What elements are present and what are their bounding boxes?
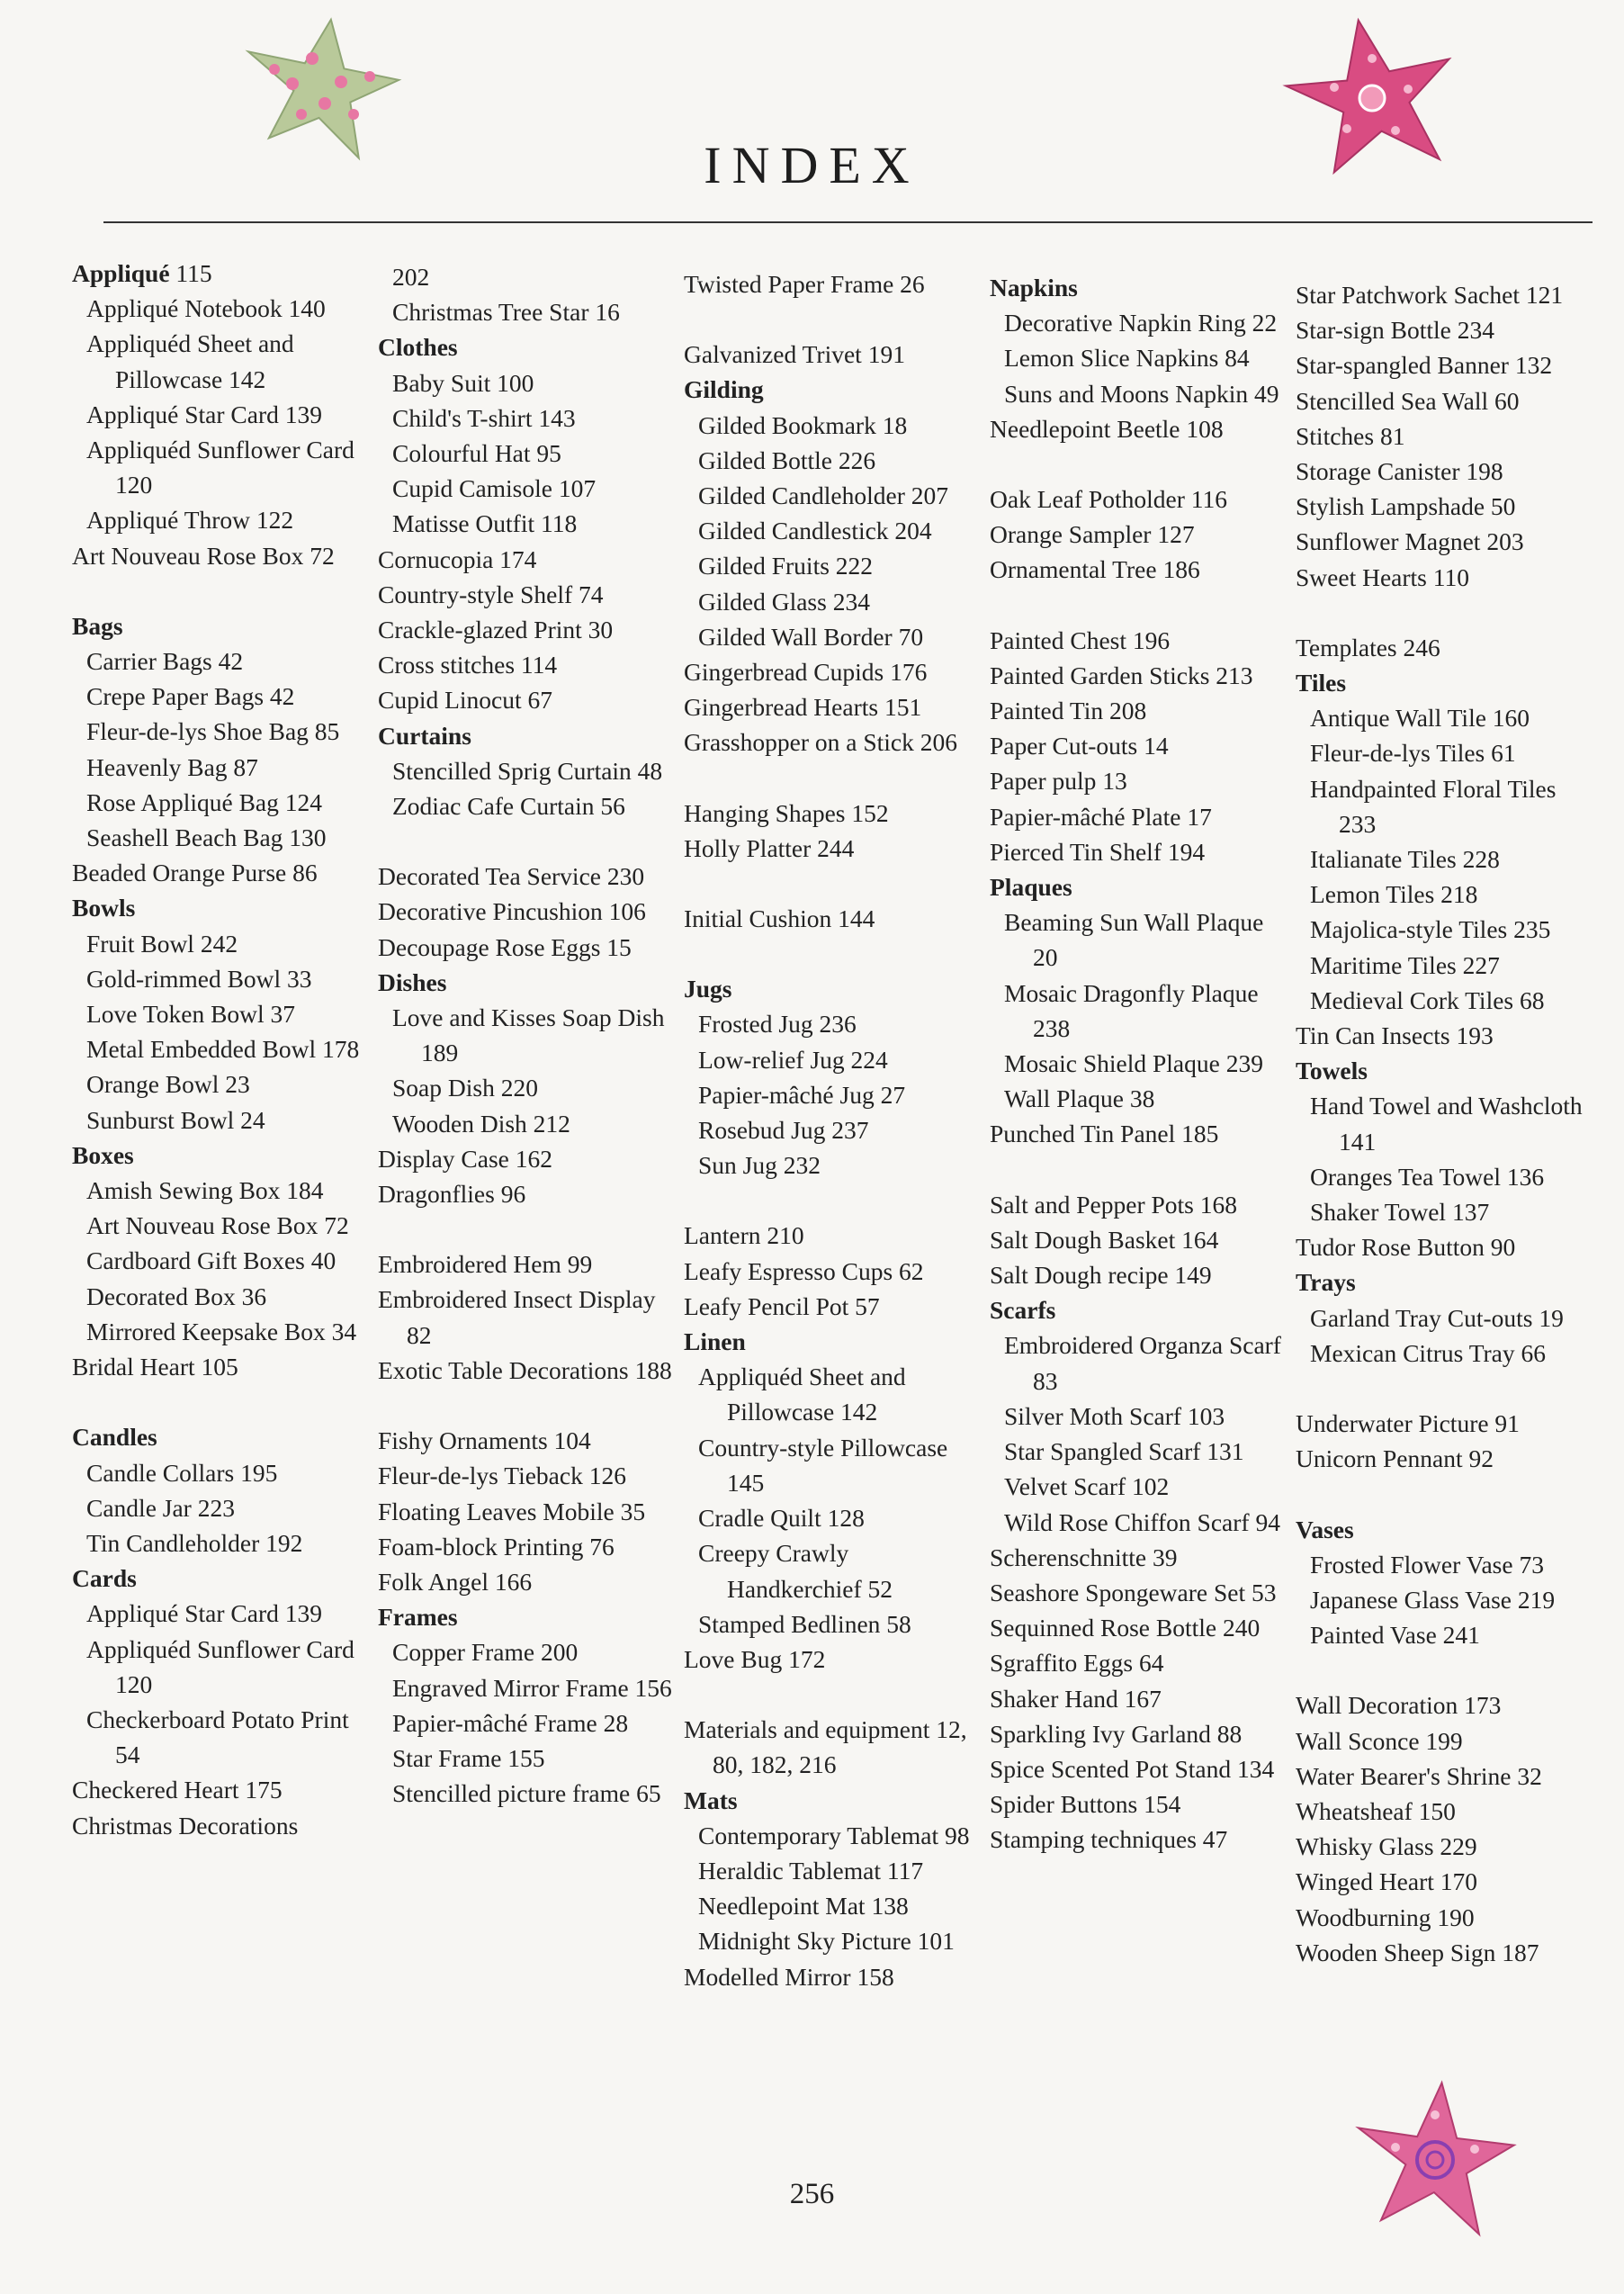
index-subentry: Star Frame 155 xyxy=(392,1743,545,1772)
index-gap xyxy=(1296,1652,1593,1687)
index-heading-text: Candles xyxy=(72,1423,157,1452)
index-heading xyxy=(990,869,1287,904)
index-subentry: Fleur-de-lys Shoe Bag 85 xyxy=(86,717,340,746)
index-entry: Galvanized Trivet 191 xyxy=(684,340,905,369)
index-subentry: Country-style Pillowcase 145 xyxy=(698,1433,948,1497)
index-entry: Wall Sconce 199 xyxy=(1296,1726,1463,1755)
index-subentry: Papier-mâché Frame 28 xyxy=(392,1708,629,1737)
index-subentry: Silver Moth Scarf 103 xyxy=(1004,1401,1225,1430)
pink-star-icon xyxy=(1350,2074,1521,2245)
index-entry: Whisky Glass 229 xyxy=(1296,1832,1477,1861)
index-heading-text: Gilding xyxy=(684,375,764,404)
index-subentry: Star Spangled Scarf 131 xyxy=(1004,1437,1244,1466)
index-subentry: Hand Towel and Washcloth 141 xyxy=(1310,1092,1583,1156)
index-entry: Beaded Orange Purse 86 xyxy=(72,859,318,887)
index-gap xyxy=(684,301,981,337)
index-heading-text: Bowls xyxy=(72,894,136,922)
index-entry: Country-style Shelf 74 xyxy=(378,580,604,608)
index-column-5 xyxy=(1296,277,1593,1970)
index-entry: Love Bug 172 xyxy=(684,1644,826,1673)
index-subentry: Appliqué Star Card 139 xyxy=(86,1599,322,1628)
index-subentry: Gilded Fruits 222 xyxy=(698,552,874,580)
index-subentry: Zodiac Cafe Curtain 56 xyxy=(392,792,625,821)
index-column-4 xyxy=(990,270,1287,1858)
index-entry: Salt and Pepper Pots 168 xyxy=(990,1190,1237,1219)
index-entry: Star Patchwork Sachet 121 xyxy=(1296,281,1564,309)
index-subentry: Heraldic Tablemat 117 xyxy=(698,1856,924,1885)
index-heading-text: Bags xyxy=(72,611,123,640)
index-subentry: Midnight Sky Picture 101 xyxy=(698,1927,955,1956)
index-subentry: Candle Jar 223 xyxy=(86,1493,235,1522)
index-gap xyxy=(684,760,981,796)
index-column-1 xyxy=(72,256,369,1843)
index-subentry: Appliquéd Sunflower Card 120 xyxy=(86,436,354,499)
index-subentry: Checkerboard Potato Print 54 xyxy=(86,1705,349,1769)
index-subentry: Antique Wall Tile 160 xyxy=(1310,704,1530,733)
index-subentry: Crepe Paper Bags 42 xyxy=(86,682,295,711)
index-gap xyxy=(72,1384,369,1419)
index-subentry: Decorated Box 36 xyxy=(86,1282,267,1310)
index-subentry: Rose Appliqué Bag 124 xyxy=(86,787,323,816)
index-heading xyxy=(72,1561,369,1596)
index-heading xyxy=(378,718,675,753)
index-subentry: Japanese Glass Vase 219 xyxy=(1310,1585,1556,1614)
index-entry: Spider Buttons 154 xyxy=(990,1790,1181,1819)
index-subentry: Matisse Outfit 118 xyxy=(392,509,578,538)
index-subentry: Majolica-style Tiles 235 xyxy=(1310,915,1551,944)
index-heading-text: Tiles xyxy=(1296,669,1347,697)
index-entry: Paper pulp 13 xyxy=(990,767,1127,796)
index-subentry: Embroidered Organza Scarf 83 xyxy=(1004,1331,1281,1395)
index-heading xyxy=(684,1783,981,1818)
index-subentry: Fleur-de-lys Tiles 61 xyxy=(1310,739,1516,768)
index-entry: Folk Angel 166 xyxy=(378,1567,533,1596)
index-entry: Salt Dough recipe 149 xyxy=(990,1261,1212,1290)
index-subentry: Gilded Glass 234 xyxy=(698,587,870,616)
index-entry: Orange Sampler 127 xyxy=(990,520,1195,549)
index-gap xyxy=(378,1211,675,1246)
index-subentry: Gilded Bookmark 18 xyxy=(698,410,908,439)
index-entry: Sweet Hearts 110 xyxy=(1296,562,1469,591)
index-subentry: Cupid Camisole 107 xyxy=(392,474,597,503)
index-entry: Exotic Table Decorations 188 xyxy=(378,1355,672,1384)
index-subentry: Gilded Bottle 226 xyxy=(698,445,876,474)
index-subentry: Orange Bowl 23 xyxy=(86,1070,250,1099)
index-subentry: Appliquéd Sheet and Pillowcase 142 xyxy=(86,329,294,393)
index-heading-text: Cards xyxy=(72,1564,137,1593)
index-heading xyxy=(72,256,369,291)
index-heading xyxy=(378,965,675,1000)
index-entry: Oak Leaf Potholder 116 xyxy=(990,485,1227,514)
index-entry: Painted Garden Sticks 213 xyxy=(990,661,1253,689)
index-gap xyxy=(1296,595,1593,630)
index-subentry: Stencilled picture frame 65 xyxy=(392,1779,661,1808)
index-entry: Embroidered Hem 99 xyxy=(378,1250,593,1279)
index-entry: Seashore Spongeware Set 53 xyxy=(990,1578,1277,1606)
index-entry: Grasshopper on a Stick 206 xyxy=(684,728,957,757)
index-subentry: Gilded Wall Border 70 xyxy=(698,622,924,651)
index-heading xyxy=(684,971,981,1006)
index-subentry: Low-relief Jug 224 xyxy=(698,1045,888,1074)
index-subentry: Candle Collars 195 xyxy=(86,1458,278,1487)
index-entry: Gingerbread Hearts 151 xyxy=(684,693,922,722)
index-heading-text: Dishes xyxy=(378,967,447,996)
index-entry: Shaker Hand 167 xyxy=(990,1684,1162,1713)
index-subentry: Wild Rose Chiffon Scarf 94 xyxy=(1004,1507,1280,1536)
index-subentry: Sunburst Bowl 24 xyxy=(86,1105,265,1134)
index-heading-text: Scarfs xyxy=(990,1296,1056,1325)
index-subentry: Garland Tray Cut-outs 19 xyxy=(1310,1303,1564,1332)
index-subentry: Colourful Hat 95 xyxy=(392,439,561,468)
index-subentry: 202 xyxy=(392,263,430,291)
index-subentry: Cardboard Gift Boxes 40 xyxy=(86,1246,336,1275)
index-entry: Crackle-glazed Print 30 xyxy=(378,616,614,644)
index-entry: Materials and equipment 12, 80, 182, 216 xyxy=(684,1715,967,1779)
index-entry: Sparkling Ivy Garland 88 xyxy=(990,1719,1243,1748)
index-subentry: Maritime Tiles 227 xyxy=(1310,950,1500,979)
index-subentry: Wooden Dish 212 xyxy=(392,1109,570,1138)
index-heading xyxy=(684,372,981,407)
index-entry: Foam-block Printing 76 xyxy=(378,1532,615,1561)
index-entry: Storage Canister 198 xyxy=(1296,457,1503,486)
index-heading xyxy=(72,608,369,643)
index-subentry: Soap Dish 220 xyxy=(392,1074,538,1102)
index-heading xyxy=(72,1419,369,1454)
index-entry: Cross stitches 114 xyxy=(378,651,558,679)
index-subentry: Appliquéd Sunflower Card 120 xyxy=(86,1634,354,1698)
index-gap xyxy=(684,936,981,971)
index-entry: Wooden Sheep Sign 187 xyxy=(1296,1938,1539,1966)
index-heading-text: Clothes xyxy=(378,333,458,362)
index-heading-text: Frames xyxy=(378,1603,458,1632)
index-gap xyxy=(684,1677,981,1712)
index-entry: Underwater Picture 91 xyxy=(1296,1409,1520,1438)
index-entry: Star-spangled Banner 132 xyxy=(1296,351,1553,380)
index-page-ref: 115 xyxy=(175,259,212,287)
index-heading xyxy=(990,1292,1287,1327)
index-entry: Spice Scented Pot Stand 134 xyxy=(990,1754,1275,1783)
index-subentry: Stamped Bedlinen 58 xyxy=(698,1609,911,1638)
index-heading xyxy=(990,270,1287,305)
index-entry: Decorated Tea Service 230 xyxy=(378,862,645,891)
index-subentry: Christmas Tree Star 16 xyxy=(392,298,620,327)
index-gap xyxy=(72,573,369,608)
index-heading-text: Appliqué xyxy=(72,259,170,287)
index-subentry: Velvet Scarf 102 xyxy=(1004,1472,1170,1501)
index-heading xyxy=(1296,1264,1593,1300)
index-subentry: Child's T-shirt 143 xyxy=(392,403,576,432)
index-entry: Templates 246 xyxy=(1296,633,1440,661)
index-entry: Water Bearer's Shrine 32 xyxy=(1296,1761,1542,1790)
index-entry: Papier-mâché Plate 17 xyxy=(990,802,1212,831)
index-entry: Dragonflies 96 xyxy=(378,1180,526,1209)
index-subentry: Gilded Candleholder 207 xyxy=(698,481,948,510)
page-number: 256 xyxy=(789,2178,835,2210)
index-entry: Hanging Shapes 152 xyxy=(684,798,889,827)
index-heading-text: Vases xyxy=(1296,1515,1354,1543)
index-entry: Gingerbread Cupids 176 xyxy=(684,658,928,687)
index-subentry: Appliqué Star Card 139 xyxy=(86,400,322,428)
index-entry: Punched Tin Panel 185 xyxy=(990,1120,1219,1148)
index-entry: Ornamental Tree 186 xyxy=(990,555,1200,584)
index-gap xyxy=(1296,1371,1593,1406)
index-entry: Display Case 162 xyxy=(378,1144,553,1173)
index-entry: Scherenschnitte 39 xyxy=(990,1543,1178,1571)
index-subentry: Shaker Towel 137 xyxy=(1310,1198,1490,1227)
index-entry: Art Nouveau Rose Box 72 xyxy=(72,541,335,570)
index-entry: Floating Leaves Mobile 35 xyxy=(378,1497,646,1525)
index-gap xyxy=(990,1152,1287,1187)
index-entry: Sunflower Magnet 203 xyxy=(1296,527,1524,556)
index-entry: Cornucopia 174 xyxy=(378,544,537,573)
index-subentry: Suns and Moons Napkin 49 xyxy=(1004,379,1279,408)
index-entry: Sequinned Rose Bottle 240 xyxy=(990,1614,1261,1642)
index-entry: Wheatsheaf 150 xyxy=(1296,1796,1456,1825)
index-entry: Stamping techniques 47 xyxy=(990,1825,1228,1854)
index-subentry: Stencilled Sprig Curtain 48 xyxy=(392,756,663,785)
index-entry: Winged Heart 170 xyxy=(1296,1867,1478,1896)
index-entry: Holly Platter 244 xyxy=(684,833,855,862)
index-subentry: Needlepoint Mat 138 xyxy=(698,1892,909,1921)
index-heading xyxy=(1296,665,1593,700)
index-subentry: Carrier Bags 42 xyxy=(86,647,244,676)
index-entry: Sgraffito Eggs 64 xyxy=(990,1649,1164,1678)
index-entry: Stencilled Sea Wall 60 xyxy=(1296,386,1520,415)
index-subentry: Appliqué Throw 122 xyxy=(86,506,294,535)
index-subentry: Mexican Citrus Tray 66 xyxy=(1310,1338,1547,1367)
index-entry: Painted Tin 208 xyxy=(990,697,1147,725)
index-entry: Needlepoint Beetle 108 xyxy=(990,414,1224,443)
index-subentry: Lemon Slice Napkins 84 xyxy=(1004,344,1250,373)
index-subentry: Contemporary Tablemat 98 xyxy=(698,1821,970,1849)
index-subentry: Frosted Jug 236 xyxy=(698,1010,857,1039)
index-heading xyxy=(1296,1053,1593,1088)
index-entry: Initial Cushion 144 xyxy=(684,904,875,933)
index-subentry: Mosaic Shield Plaque 239 xyxy=(1004,1049,1263,1078)
index-entry: Stitches 81 xyxy=(1296,421,1405,450)
index-subentry: Mosaic Dragonfly Plaque 238 xyxy=(1004,978,1259,1042)
title-rule xyxy=(103,221,1593,223)
index-subentry: Oranges Tea Towel 136 xyxy=(1310,1162,1545,1191)
index-entry: Tudor Rose Button 90 xyxy=(1296,1233,1516,1262)
index-subentry: Appliqué Notebook 140 xyxy=(86,294,326,323)
index-subentry: Love Token Bowl 37 xyxy=(86,1000,296,1029)
index-heading xyxy=(72,1138,369,1173)
index-subentry: Gilded Candlestick 204 xyxy=(698,517,932,545)
index-entry: Twisted Paper Frame 26 xyxy=(684,270,925,298)
index-entry: Paper Cut-outs 14 xyxy=(990,732,1169,760)
index-column-3 xyxy=(684,266,981,1994)
index-heading xyxy=(1296,1512,1593,1547)
index-entry: Fishy Ornaments 104 xyxy=(378,1426,591,1455)
index-entry: Pierced Tin Shelf 194 xyxy=(990,837,1206,866)
index-subentry: Medieval Cork Tiles 68 xyxy=(1310,985,1545,1014)
index-subentry: Tin Candleholder 192 xyxy=(86,1528,303,1557)
index-heading-text: Mats xyxy=(684,1786,738,1814)
index-subentry: Creepy Crawly Handkerchief 52 xyxy=(698,1539,893,1603)
index-subentry: Seashell Beach Bag 130 xyxy=(86,823,327,852)
index-heading-text: Plaques xyxy=(990,873,1072,902)
index-subentry: Italianate Tiles 228 xyxy=(1310,845,1500,874)
index-subentry: Heavenly Bag 87 xyxy=(86,752,258,781)
index-subentry: Appliquéd Sheet and Pillowcase 142 xyxy=(698,1363,906,1426)
index-entry: Stylish Lampshade 50 xyxy=(1296,492,1516,521)
index-heading-text: Napkins xyxy=(990,274,1078,301)
index-subentry: Decorative Napkin Ring 22 xyxy=(1004,309,1278,337)
index-heading-text: Jugs xyxy=(684,975,732,1003)
index-heading-text: Trays xyxy=(1296,1268,1356,1297)
index-entry: Unicorn Pennant 92 xyxy=(1296,1444,1494,1473)
index-heading xyxy=(378,329,675,364)
index-subentry: Amish Sewing Box 184 xyxy=(86,1176,324,1205)
index-subentry: Gold-rimmed Bowl 33 xyxy=(86,964,312,993)
index-entry: Decoupage Rose Eggs 15 xyxy=(378,932,632,961)
index-column-2 xyxy=(378,259,675,1811)
index-subentry: Papier-mâché Jug 27 xyxy=(698,1080,906,1109)
index-entry: Checkered Heart 175 xyxy=(72,1776,283,1804)
index-entry: Lantern 210 xyxy=(684,1221,804,1250)
index-subentry: Art Nouveau Rose Box 72 xyxy=(86,1211,349,1240)
index-subentry: Wall Plaque 38 xyxy=(1004,1084,1155,1113)
index-entry: Salt Dough Basket 164 xyxy=(990,1225,1219,1254)
index-heading-text: Towels xyxy=(1296,1057,1368,1085)
index-entry: Cupid Linocut 67 xyxy=(378,686,553,715)
index-entry: Fleur-de-lys Tieback 126 xyxy=(378,1462,626,1490)
index-gap xyxy=(1296,1477,1593,1512)
index-gap xyxy=(684,1183,981,1218)
index-subentry: Love and Kisses Soap Dish 189 xyxy=(392,1003,665,1067)
index-entry: Woodburning 190 xyxy=(1296,1903,1475,1931)
index-entry: Painted Chest 196 xyxy=(990,625,1171,654)
index-gap xyxy=(684,866,981,901)
index-subentry: Lemon Tiles 218 xyxy=(1310,880,1478,909)
index-subentry: Fruit Bowl 242 xyxy=(86,929,238,958)
index-subentry: Rosebud Jug 237 xyxy=(698,1116,869,1145)
index-gap xyxy=(378,823,675,859)
index-entry: Leafy Espresso Cups 62 xyxy=(684,1256,924,1285)
index-entry: Decorative Pincushion 106 xyxy=(378,897,646,926)
index-subentry: Painted Vase 241 xyxy=(1310,1621,1480,1650)
index-subentry: Sun Jug 232 xyxy=(698,1151,821,1180)
index-subentry: Cradle Quilt 128 xyxy=(698,1504,865,1533)
index-heading xyxy=(378,1599,675,1634)
index-subentry: Mirrored Keepsake Box 34 xyxy=(86,1317,357,1345)
index-heading xyxy=(72,890,369,925)
index-entry: Bridal Heart 105 xyxy=(72,1353,238,1381)
index-heading-text: Linen xyxy=(684,1327,746,1356)
index-subentry: Handpainted Floral Tiles 233 xyxy=(1310,774,1557,838)
index-heading-text: Boxes xyxy=(72,1140,134,1169)
index-entry: Tin Can Insects 193 xyxy=(1296,1021,1494,1050)
index-gap xyxy=(990,446,1287,481)
index-subentry: Copper Frame 200 xyxy=(392,1638,579,1667)
page-title: INDEX xyxy=(704,136,920,194)
index-subentry: Metal Embedded Bowl 178 xyxy=(86,1035,360,1064)
index-subentry: Beaming Sun Wall Plaque 20 xyxy=(1004,908,1264,972)
index-gap xyxy=(378,1388,675,1423)
index-entry: Embroidered Insect Display 82 xyxy=(378,1285,656,1349)
index-heading-text: Curtains xyxy=(378,721,471,750)
index-subentry: Frosted Flower Vase 73 xyxy=(1310,1550,1544,1579)
index-entry: Star-sign Bottle 234 xyxy=(1296,316,1494,345)
index-entry: Modelled Mirror 158 xyxy=(684,1962,894,1991)
index-heading xyxy=(684,1324,981,1359)
index-gap xyxy=(990,588,1287,623)
index-subentry: Engraved Mirror Frame 156 xyxy=(392,1673,672,1702)
index-entry: Leafy Pencil Pot 57 xyxy=(684,1291,880,1320)
index-entry: Christmas Decorations xyxy=(72,1811,299,1840)
index-subentry: Baby Suit 100 xyxy=(392,368,534,397)
index-entry: Wall Decoration 173 xyxy=(1296,1691,1502,1720)
